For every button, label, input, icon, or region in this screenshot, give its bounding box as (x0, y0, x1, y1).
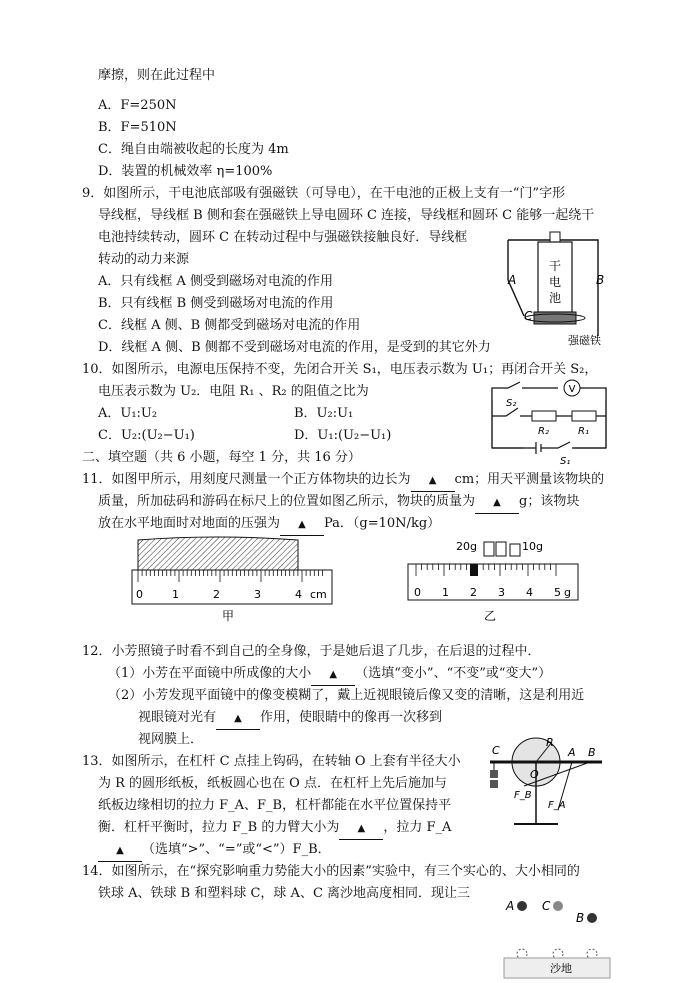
hook-weight-1 (490, 770, 498, 778)
ball-c-label: C (542, 899, 551, 913)
cube-block (138, 537, 298, 570)
q13-blank-1: ▲ (339, 819, 383, 840)
q12-sub-4: 视网膜上． (138, 732, 204, 747)
q11-blank-1: ▲ (411, 471, 455, 492)
sand-balls-figure (502, 894, 614, 980)
q11-blank-3: ▲ (280, 515, 324, 536)
ruler-unit: cm (310, 588, 327, 601)
hook-weight-2 (490, 780, 498, 788)
q11-line-3: 放在水平地面时对地面的压强为 ▲ Pa．（g=10N/kg） (98, 514, 440, 536)
q9-option-d: D．线框 A 侧、B 侧都不受到磁场对电流的作用，是受到的其它外力 (98, 340, 491, 355)
q9-line-4: 转动的动力来源 (98, 252, 190, 267)
q9-line-2: 导线框，导线框 B 侧和套在强磁铁上导电圆环 C 连接，导线框和圆环 C 能够一起绕干 (98, 208, 595, 223)
ruler-tick-3: 3 (254, 588, 261, 601)
figure-caption-yi: 乙 (484, 609, 497, 623)
q12-blank-2: ▲ (216, 709, 260, 730)
weight-20g-second (496, 542, 506, 556)
label-a: A (568, 746, 576, 759)
q11-line-1: 11．如图甲所示，用刻度尺测量一个正方体物块的边长为 ▲ cm；用天平测量该物块的 (82, 470, 604, 492)
scale-tick-1: 1 (442, 586, 449, 599)
q10-line-1: 10．如图所示，电源电压保持不变，先闭合开关 S₁，电压表示数为 U₁；再闭合开关 S₂， (82, 362, 598, 377)
q12-blank-1: ▲ (311, 665, 355, 686)
q13-line-2: 为 R 的圆形纸板，纸板圆心也在 O 点．在杠杆上先后施加与 (98, 776, 447, 791)
rider (470, 564, 478, 576)
q9-line-3: 电池持续转动，圆环 C 在转动过程中与强磁铁接触良好．导线框 (98, 230, 468, 245)
q8-option-d: D．装置的机械效率 η=100% (98, 164, 273, 179)
lever-figure (484, 730, 608, 834)
q14-line-1: 14．如图所示，在“探究影响重力势能大小的因素”实验中，有三个实心的、大小相同的 (82, 864, 580, 879)
ground-label: 沙地 (550, 962, 572, 975)
q8-option-a: A．F=250N (98, 98, 177, 113)
q10-option-b: B．U₂:U₁ (294, 406, 354, 421)
q9-option-b: B．只有线框 B 侧受到磁场对电流的作用 (98, 296, 334, 311)
ruler-figure (126, 534, 340, 624)
label-o: O (530, 768, 539, 781)
q13-line-4: 衡．杠杆平衡时，拉力 F_B 的力臂大小为 ▲ ，拉力 F_A (98, 818, 451, 840)
resistor-r1 (572, 411, 596, 421)
label-c: C (492, 744, 500, 757)
battery-label-2: 电 (548, 275, 562, 289)
scale-tick-5: 5 (554, 586, 561, 599)
scale-tick-4: 4 (526, 586, 533, 599)
ruler-tick-1: 1 (172, 588, 179, 601)
q8-option-c: C．绳自由端被收起的长度为 4m (98, 142, 289, 157)
weight-10g (510, 544, 520, 556)
ruler-tick-0: 0 (136, 588, 143, 601)
battery-label-1: 干 (548, 259, 562, 273)
q10-option-c: C．U₂:(U₂−U₁) (98, 428, 195, 443)
ball-a (517, 901, 527, 911)
q13-line-3: 纸板边缘相切的拉力 F_A、F_B，杠杆都能在水平位置保持平 (98, 798, 452, 813)
battery-frame-figure (496, 228, 616, 348)
r2-label: R₂ (538, 426, 549, 437)
s1-label: S₁ (560, 456, 571, 466)
label-c: C (524, 309, 533, 323)
label-fa: F_A (548, 800, 566, 811)
q13-line-1: 13．如图所示，在杠杆 C 点挂上钩码，在转轴 O 上套有半径大小 (82, 754, 461, 769)
q8-option-b: B．F=510N (98, 120, 177, 135)
q10-line-2: 电压表示数为 U₂．电阻 R₁ 、R₂ 的阻值之比为 (98, 384, 369, 399)
ball-c (553, 901, 563, 911)
q10-option-d: D．U₁:(U₂−U₁) (294, 428, 392, 443)
q13-line-5: ▲ （选填“>”、“=”或“<”）F_B． (98, 840, 331, 862)
weight-20g (484, 542, 494, 556)
magnet-label: 强磁铁 (568, 334, 601, 347)
r1-label: R₁ (578, 426, 589, 437)
resistor-r2 (532, 411, 556, 421)
scale-tick-0: 0 (414, 586, 421, 599)
q14-line-2: 铁球 A、铁球 B 和塑料球 C，球 A、C 离沙地高度相同．现让三 (98, 886, 471, 901)
ball-b (587, 913, 597, 923)
ball-b-label: B (576, 911, 585, 925)
q12-sub-3: 视眼镜对光有 ▲ 作用，使眼睛中的像再一次移到 (138, 708, 442, 730)
voltmeter-label: V (568, 384, 576, 395)
figure-caption-jia: 甲 (222, 609, 235, 623)
circuit-figure (484, 378, 614, 466)
label-fb: F_B (514, 790, 532, 801)
q10-option-a: A．U₁:U₂ (98, 406, 158, 421)
q11-line-2: 质量，所加砝码和游码在标尺上的位置如图乙所示，物块的质量为 ▲ g；该物块 (98, 492, 579, 514)
q9-option-c: C．线框 A 侧、B 侧都受到磁场对电流的作用 (98, 318, 361, 333)
label-b: B (596, 273, 605, 287)
q11-blank-2: ▲ (475, 493, 519, 514)
scale-unit: g (564, 586, 571, 599)
weight-10g-label: 10g (522, 540, 543, 553)
balance-scale-figure (404, 534, 584, 624)
scale-tick-3: 3 (498, 586, 505, 599)
s2-label: S₂ (506, 398, 517, 409)
q12-line-1: 12．小芳照镜子时看不到自己的全身像，于是她后退了几步，在后退的过程中． (82, 644, 541, 659)
battery-label-3: 池 (548, 291, 562, 305)
q13-blank-2: ▲ (98, 841, 142, 862)
ruler-tick-4: 4 (295, 588, 302, 601)
section-2-title: 二、填空题（共 6 小题，每空 1 分，共 16 分） (82, 450, 361, 465)
battery-terminal (550, 232, 560, 242)
q8-continuation: 摩擦，则在此过程中 (98, 68, 216, 83)
q9-line-1: 9．如图所示，干电池底部吸有强磁铁（可导电），在干电池的正极上支有一“门”字形 (82, 186, 566, 201)
scale-tick-2: 2 (470, 586, 477, 599)
beam-scale (408, 564, 578, 600)
label-b: B (588, 746, 596, 759)
q12-sub-1: （1）小芳在平面镜中所成像的大小 ▲ （选填“变小”、“不变”或“变大”） (108, 664, 551, 686)
q9-option-a: A．只有线框 A 侧受到磁场对电流的作用 (98, 274, 334, 289)
label-a: A (508, 273, 517, 287)
ball-a-label: A (506, 899, 515, 913)
label-r: R (546, 736, 554, 749)
ruler-tick-2: 2 (213, 588, 220, 601)
q12-sub-2: （2）小芳发现平面镜中的像变模糊了，戴上近视眼镜后像又变的清晰，这是利用近 (108, 688, 585, 703)
weight-20g-label: 20g (456, 540, 477, 553)
